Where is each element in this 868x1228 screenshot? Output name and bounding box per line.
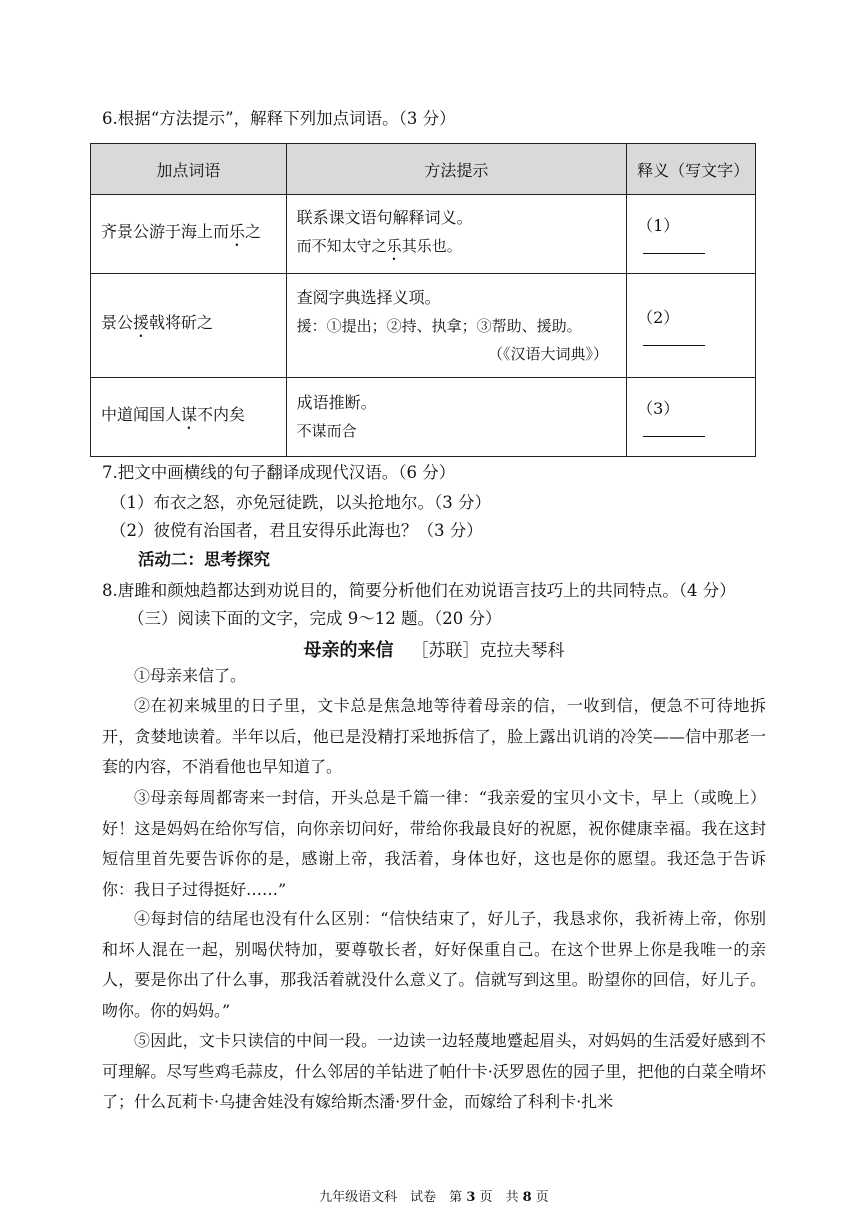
dictionary-source: （《汉语大词典》） xyxy=(488,344,609,363)
article-paragraph-3: ③母亲每周都寄来一封信，开头总是千篇一律：“我亲爱的宝贝小文卡，早上（或晚上）好！这是妈妈在给你写信，向你亲切问好，带给你我最良好的祝愿，祝你健康幸福。我在这封短信里首先要告诉你的是，感谢上帝，我活着，身体也好，这也是你的愿望。我还急于告诉你：我日子过得挺好……” xyxy=(102,788,766,899)
phrase-cell: 中道闻国人谋不内矣 xyxy=(91,378,287,457)
page-total: 8 xyxy=(522,1190,532,1205)
answer-blank[interactable] xyxy=(643,237,705,254)
article-paragraph-1: ①母亲来信了。 xyxy=(134,666,247,685)
dotted-char: 谋 xyxy=(181,404,198,424)
question-8: 8.唐雎和颜烛趋都达到劝说目的，简要分析他们在劝说语言技巧上的共同特点。（4 分） xyxy=(102,581,736,600)
hint-cell: 联系课文语句解释词义。 而不知太守之乐其乐也。 xyxy=(286,195,626,274)
table-header-row xyxy=(91,144,756,195)
answer-blank[interactable] xyxy=(643,329,705,346)
activity-2-heading: 活动二：思考探究 xyxy=(138,550,270,569)
header-meaning: 释义（写文字） xyxy=(627,144,756,195)
hint-cell: 成语推断。 不谋而合 xyxy=(286,378,626,457)
dotted-char: 乐 xyxy=(229,221,246,241)
answer-blank[interactable] xyxy=(643,420,705,437)
hint-cell: 查阅字典选择义项。 援：①提出；②持、执拿；③帮助、援助。 （《汉语大词典》） xyxy=(286,274,626,378)
phrase-cell: 齐景公游于海上而乐之 xyxy=(91,195,287,274)
header-phrase: 加点词语 xyxy=(91,144,287,195)
article-paragraph-5: ⑤因此，文卡只读信的中间一段。一边读一边轻蔑地蹙起眉头，对妈妈的生活爱好感到不可理解。尽写些鸡毛蒜皮，什么邻居的羊钻进了帕什卡·沃罗恩佐的园子里，把他的白菜全啃坏了；什么瓦莉卡·乌捷舍娃没有嫁给斯杰潘·罗什金，而嫁给了科利卡·扎米 xyxy=(102,1031,766,1111)
vocab-table xyxy=(90,143,756,457)
article-title: 母亲的来信 xyxy=(303,640,394,661)
page-footer: 九年级语文科 试卷 第 3 页 共 8 页 xyxy=(319,1190,549,1205)
table-row xyxy=(91,378,756,457)
phrase-cell: 景公援戟将斫之 xyxy=(91,274,287,378)
article-paragraph-2: ②在初来城里的日子里，文卡总是焦急地等待着母亲的信，一收到信，便急不可待地拆开，贪婪地读着。半年以后，他已是没精打采地拆信了，脸上露出讥诮的冷笑——信中那老一套的内容，不消看他也早知道了。 xyxy=(102,696,766,776)
answer-cell[interactable]: （3） xyxy=(627,378,756,457)
article-title-row xyxy=(0,636,868,662)
page-number: 3 xyxy=(466,1190,476,1205)
question-7-title: 7.把文中画横线的句子翻译成现代汉语。（6 分） xyxy=(102,463,456,482)
question-7-sentence-1: （1）布衣之怒，亦免冠徒跣，以头抢地尔。（3 分） xyxy=(110,493,491,512)
dotted-char: 援 xyxy=(133,313,150,332)
article-author: ［苏联］克拉夫琴科 xyxy=(411,641,565,661)
answer-cell[interactable]: （2） xyxy=(627,274,756,378)
question-6-title: 6.根据“方法提示”，解释下列加点词语。（3 分） xyxy=(102,109,456,128)
table-row xyxy=(91,274,756,378)
answer-cell[interactable]: （1） xyxy=(627,195,756,274)
dotted-char: 乐 xyxy=(386,237,402,255)
article-paragraph-4: ④每封信的结尾也没有什么区别：“信快结束了，好儿子，我恳求你，我祈祷上帝，你别和坏人混在一起，别喝伏特加，要尊敬长者，好好保重自己。在这个世界上你是我唯一的亲人，要是你出了什么事，那我活着就没什么意义了。信就写到这里。盼望你的回信，好儿子。吻你。你的妈妈。” xyxy=(102,909,766,1020)
table-row xyxy=(91,195,756,274)
question-7-sentence-2: （2）彼傥有治国者，君且安得乐此海也？（3 分） xyxy=(110,521,483,540)
header-hint: 方法提示 xyxy=(286,144,626,195)
section-3-heading: （三）阅读下面的文字，完成 9～12 题。（20 分） xyxy=(128,609,502,628)
